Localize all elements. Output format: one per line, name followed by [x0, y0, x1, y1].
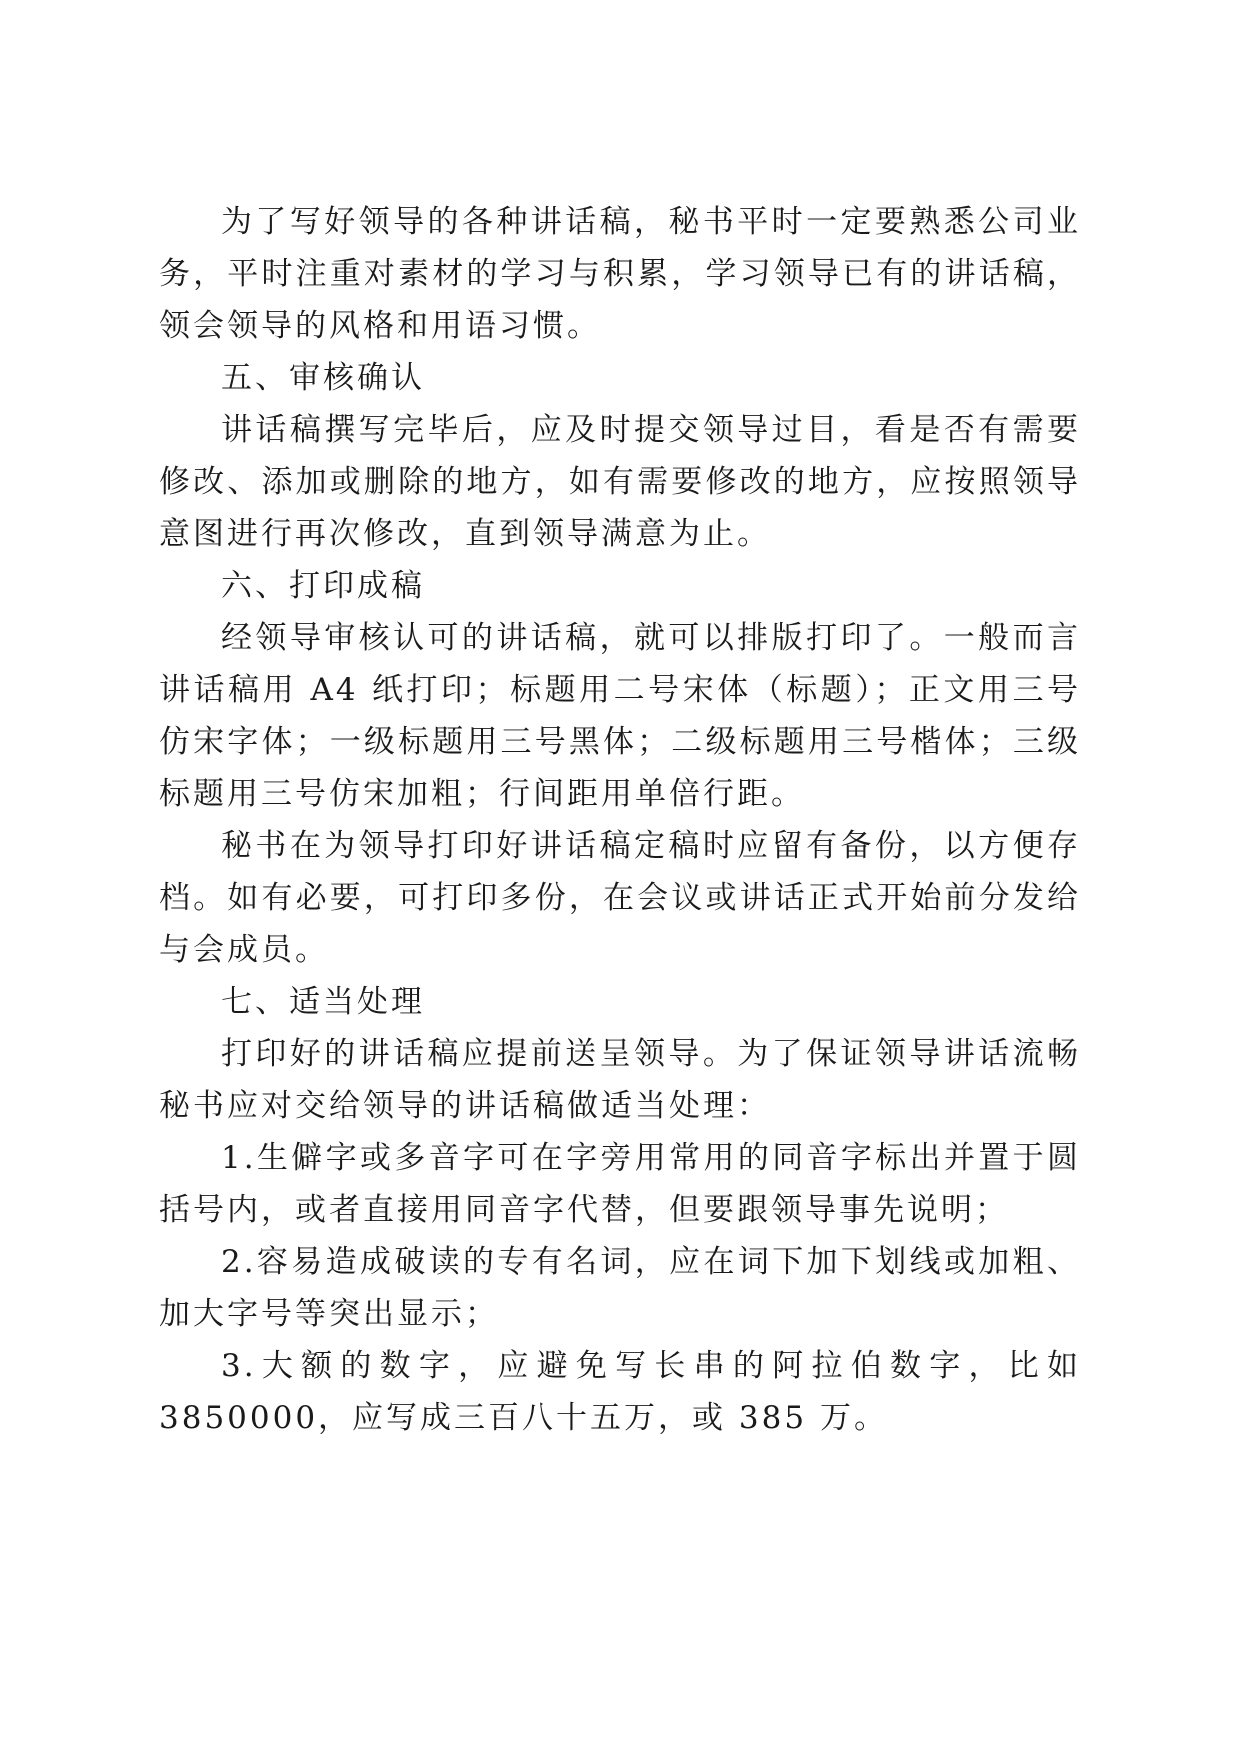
heading-print: 六、打印成稿 [221, 568, 425, 604]
heading-handling: 七、适当处理 [221, 984, 425, 1020]
heading-review: 五、审核确认 [221, 360, 425, 396]
para-print-backup: 秘书在为领导打印好讲话稿定稿时应留有备份，以方便存档。如有必要，可打印多份，在会议或讲话正式开始前分发给与会成员。 [159, 828, 1081, 968]
para-print-format: 经领导审核认可的讲话稿，就可以排版打印了。一般而言讲话稿用 A4 纸打印；标题用二号宋体（标题）；正文用三号仿宋字体；一级标题用三号黑体；二级标题用三号楷体；三级标题用三号仿宋加粗；行间距用单倍行距。 [159, 620, 1081, 812]
para-handling-item-2: 2.容易造成破读的专有名词，应在词下加下划线或加粗、加大字号等突出显示； [159, 1244, 1081, 1332]
para-handling-intro: 打印好的讲话稿应提前送呈领导。为了保证领导讲话流畅秘书应对交给领导的讲话稿做适当处理： [159, 1036, 1081, 1124]
para-handling-item-3: 3.大额的数字，应避免写长串的阿拉伯数字，比如 3850000，应写成三百八十五万，或 385 万。 [159, 1348, 1081, 1436]
document-page [159, 196, 1081, 1444]
para-familiarize: 为了写好领导的各种讲话稿，秘书平时一定要熟悉公司业务，平时注重对素材的学习与积累，学习领导已有的讲话稿，领会领导的风格和用语习惯。 [159, 204, 1081, 344]
para-handling-item-1: 1.生僻字或多音字可在字旁用常用的同音字标出并置于圆括号内，或者直接用同音字代替，但要跟领导事先说明； [159, 1140, 1081, 1228]
para-review: 讲话稿撰写完毕后，应及时提交领导过目，看是否有需要修改、添加或删除的地方，如有需要修改的地方，应按照领导意图进行再次修改，直到领导满意为止。 [159, 412, 1081, 552]
